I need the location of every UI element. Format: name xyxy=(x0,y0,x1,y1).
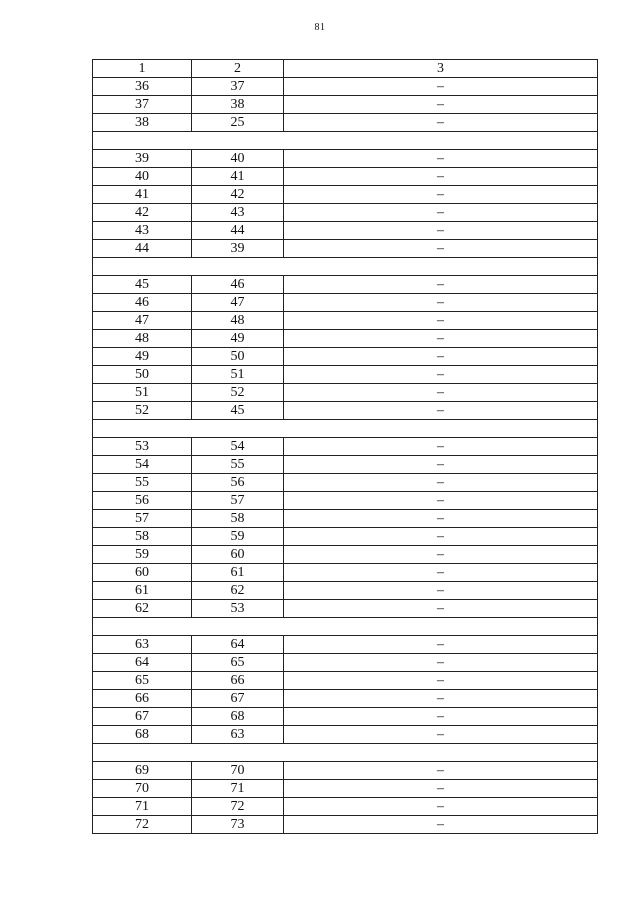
table-cell-col3: – xyxy=(284,726,598,744)
table-cell-col2: 66 xyxy=(192,672,284,690)
table-cell-col2: 41 xyxy=(192,168,284,186)
table-cell-col2: 61 xyxy=(192,564,284,582)
table-cell-col2: 63 xyxy=(192,726,284,744)
table-row xyxy=(93,798,598,816)
table-row xyxy=(93,528,598,546)
table-cell-col1: 54 xyxy=(93,456,192,474)
table-cell-col2: 37 xyxy=(192,78,284,96)
table-row xyxy=(93,546,598,564)
table-cell-col1: 51 xyxy=(93,384,192,402)
table-cell-col3: – xyxy=(284,816,598,834)
table-cell-col1: 40 xyxy=(93,168,192,186)
table-cell-col1: 38 xyxy=(93,114,192,132)
table-row xyxy=(93,564,598,582)
table-cell-col1: 72 xyxy=(93,816,192,834)
table-row xyxy=(93,492,598,510)
table-row xyxy=(93,708,598,726)
table-row xyxy=(93,474,598,492)
table-cell-col1: 67 xyxy=(93,708,192,726)
table-cell-col3: – xyxy=(284,240,598,258)
table-row xyxy=(93,168,598,186)
table-row xyxy=(93,456,598,474)
table-cell-col1: 52 xyxy=(93,402,192,420)
table-cell-col3: – xyxy=(284,78,598,96)
table-header-row xyxy=(93,60,598,78)
table-cell-col2: 40 xyxy=(192,150,284,168)
table-cell-col1: 46 xyxy=(93,294,192,312)
table-row xyxy=(93,600,598,618)
table-cell-col2: 57 xyxy=(192,492,284,510)
table-cell-col2: 51 xyxy=(192,366,284,384)
table-cell-col2: 70 xyxy=(192,762,284,780)
table-cell-col1: 48 xyxy=(93,330,192,348)
separator-cell xyxy=(93,258,598,276)
column-header-1: 1 xyxy=(93,60,192,78)
table-row xyxy=(93,510,598,528)
table-cell-col1: 71 xyxy=(93,798,192,816)
column-header-2: 2 xyxy=(192,60,284,78)
data-table xyxy=(92,59,598,834)
table-cell-col3: – xyxy=(284,456,598,474)
table-cell-col2: 48 xyxy=(192,312,284,330)
table-cell-col3: – xyxy=(284,492,598,510)
table-cell-col3: – xyxy=(284,474,598,492)
table-cell-col3: – xyxy=(284,438,598,456)
table-cell-col3: – xyxy=(284,348,598,366)
table-cell-col3: – xyxy=(284,150,598,168)
table-row xyxy=(93,114,598,132)
table-row xyxy=(93,186,598,204)
table-cell-col3: – xyxy=(284,564,598,582)
table-row xyxy=(93,150,598,168)
table-row xyxy=(93,726,598,744)
table-cell-col2: 50 xyxy=(192,348,284,366)
table-cell-col1: 69 xyxy=(93,762,192,780)
separator-cell xyxy=(93,618,598,636)
table-cell-col1: 60 xyxy=(93,564,192,582)
table-cell-col2: 72 xyxy=(192,798,284,816)
table-cell-col3: – xyxy=(284,672,598,690)
table-row xyxy=(93,762,598,780)
table-row xyxy=(93,96,598,114)
table-cell-col2: 42 xyxy=(192,186,284,204)
table-cell-col1: 62 xyxy=(93,600,192,618)
table-cell-col2: 47 xyxy=(192,294,284,312)
table-row xyxy=(93,636,598,654)
column-header-3: 3 xyxy=(284,60,598,78)
table-row xyxy=(93,690,598,708)
table-cell-col3: – xyxy=(284,222,598,240)
table-cell-col2: 38 xyxy=(192,96,284,114)
table-cell-col1: 37 xyxy=(93,96,192,114)
group-separator-row xyxy=(93,618,598,636)
table-cell-col2: 53 xyxy=(192,600,284,618)
table-cell-col1: 36 xyxy=(93,78,192,96)
table-cell-col3: – xyxy=(284,780,598,798)
table-cell-col1: 53 xyxy=(93,438,192,456)
table-cell-col3: – xyxy=(284,366,598,384)
table-cell-col3: – xyxy=(284,168,598,186)
table-cell-col1: 56 xyxy=(93,492,192,510)
table-cell-col3: – xyxy=(284,600,598,618)
table-cell-col2: 73 xyxy=(192,816,284,834)
table-cell-col2: 39 xyxy=(192,240,284,258)
table-cell-col3: – xyxy=(284,204,598,222)
table-cell-col2: 56 xyxy=(192,474,284,492)
table-cell-col2: 68 xyxy=(192,708,284,726)
table-row xyxy=(93,78,598,96)
table-cell-col2: 67 xyxy=(192,690,284,708)
table-cell-col2: 25 xyxy=(192,114,284,132)
table-cell-col2: 64 xyxy=(192,636,284,654)
table-cell-col2: 71 xyxy=(192,780,284,798)
table-cell-col1: 42 xyxy=(93,204,192,222)
table-cell-col3: – xyxy=(284,654,598,672)
table-cell-col2: 58 xyxy=(192,510,284,528)
table-cell-col3: – xyxy=(284,708,598,726)
table-cell-col2: 45 xyxy=(192,402,284,420)
table-cell-col1: 59 xyxy=(93,546,192,564)
table-row xyxy=(93,276,598,294)
table-cell-col3: – xyxy=(284,636,598,654)
table-cell-col2: 62 xyxy=(192,582,284,600)
table-cell-col2: 54 xyxy=(192,438,284,456)
table-cell-col3: – xyxy=(284,96,598,114)
group-separator-row xyxy=(93,420,598,438)
table-cell-col1: 68 xyxy=(93,726,192,744)
table-row xyxy=(93,402,598,420)
table-cell-col1: 41 xyxy=(93,186,192,204)
table-row xyxy=(93,780,598,798)
table-cell-col3: – xyxy=(284,690,598,708)
table-row xyxy=(93,582,598,600)
table-cell-col2: 52 xyxy=(192,384,284,402)
group-separator-row xyxy=(93,258,598,276)
table-cell-col1: 47 xyxy=(93,312,192,330)
table-row xyxy=(93,240,598,258)
table-cell-col1: 39 xyxy=(93,150,192,168)
table-cell-col2: 59 xyxy=(192,528,284,546)
table-row xyxy=(93,204,598,222)
page-number: 81 xyxy=(314,22,326,33)
table-cell-col1: 44 xyxy=(93,240,192,258)
table-row xyxy=(93,294,598,312)
table-cell-col3: – xyxy=(284,528,598,546)
table-cell-col3: – xyxy=(284,798,598,816)
table-cell-col1: 50 xyxy=(93,366,192,384)
table-cell-col2: 43 xyxy=(192,204,284,222)
table-cell-col2: 44 xyxy=(192,222,284,240)
table-body xyxy=(93,78,598,834)
table-cell-col1: 45 xyxy=(93,276,192,294)
table-cell-col2: 65 xyxy=(192,654,284,672)
group-separator-row xyxy=(93,132,598,150)
table-row xyxy=(93,438,598,456)
table-cell-col3: – xyxy=(284,546,598,564)
table-cell-col1: 65 xyxy=(93,672,192,690)
table-cell-col1: 61 xyxy=(93,582,192,600)
table-cell-col2: 60 xyxy=(192,546,284,564)
table-cell-col2: 49 xyxy=(192,330,284,348)
table-row xyxy=(93,816,598,834)
table-row xyxy=(93,222,598,240)
table-cell-col1: 64 xyxy=(93,654,192,672)
table-row xyxy=(93,348,598,366)
table-cell-col1: 49 xyxy=(93,348,192,366)
table-cell-col3: – xyxy=(284,186,598,204)
table-cell-col3: – xyxy=(284,402,598,420)
table-row xyxy=(93,654,598,672)
group-separator-row xyxy=(93,744,598,762)
table-cell-col1: 66 xyxy=(93,690,192,708)
table-cell-col1: 57 xyxy=(93,510,192,528)
separator-cell xyxy=(93,744,598,762)
table-cell-col3: – xyxy=(284,294,598,312)
table-cell-col2: 55 xyxy=(192,456,284,474)
separator-cell xyxy=(93,132,598,150)
table-cell-col1: 70 xyxy=(93,780,192,798)
table-row xyxy=(93,672,598,690)
table-cell-col1: 63 xyxy=(93,636,192,654)
table-cell-col1: 55 xyxy=(93,474,192,492)
table-cell-col1: 43 xyxy=(93,222,192,240)
table-cell-col1: 58 xyxy=(93,528,192,546)
table-cell-col3: – xyxy=(284,510,598,528)
table-row xyxy=(93,330,598,348)
table-cell-col3: – xyxy=(284,312,598,330)
table-row xyxy=(93,366,598,384)
table-row xyxy=(93,312,598,330)
table-row xyxy=(93,384,598,402)
table-cell-col3: – xyxy=(284,582,598,600)
table-cell-col3: – xyxy=(284,330,598,348)
table-cell-col3: – xyxy=(284,276,598,294)
table-cell-col3: – xyxy=(284,762,598,780)
separator-cell xyxy=(93,420,598,438)
table-cell-col3: – xyxy=(284,114,598,132)
table-cell-col3: – xyxy=(284,384,598,402)
table-cell-col2: 46 xyxy=(192,276,284,294)
